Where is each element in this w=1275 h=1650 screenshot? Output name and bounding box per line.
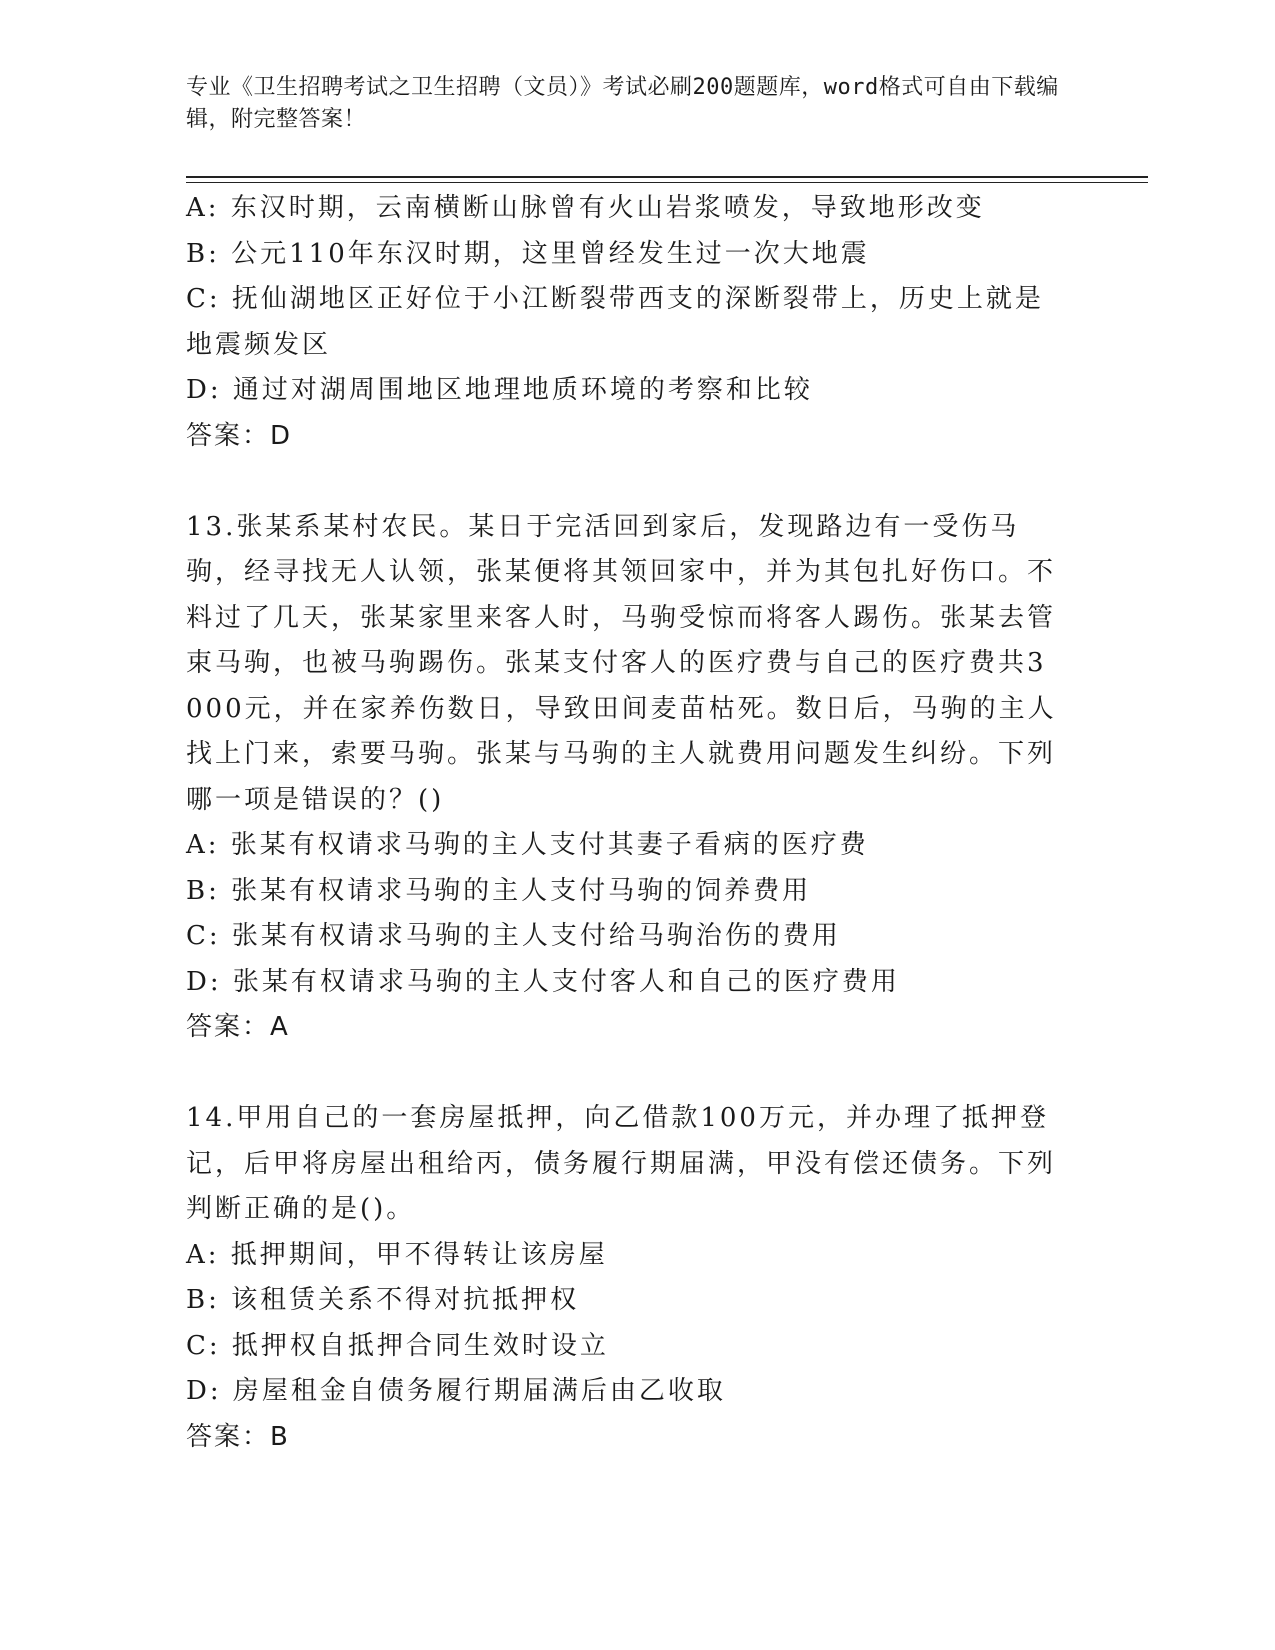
option-b: B: 张某有权请求马驹的主人支付马驹的饲养费用 bbox=[186, 875, 812, 906]
header-rule-thick bbox=[186, 176, 1148, 178]
option-a: A: 张某有权请求马驹的主人支付其妻子看病的医疗费 bbox=[186, 830, 869, 860]
answer-line: 答案：D bbox=[186, 420, 293, 451]
question-14 bbox=[186, 1096, 1066, 1460]
header-rule-thin bbox=[186, 182, 1148, 183]
question-13 bbox=[186, 505, 1066, 1051]
question-stem: 14.甲用自己的一套房屋抵押，向乙借款100万元，并办理了抵押登记，后甲将房屋出租给丙，债务履行期届满，甲没有偿还债务。下列判断正确的是()。 bbox=[186, 1103, 1057, 1224]
page-header: 专业《卫生招聘考试之卫生招聘（文员）》考试必刷200题题库，word格式可自由下载编辑，附完整答案！ bbox=[186, 75, 1059, 132]
question-12 bbox=[186, 186, 1066, 459]
option-a: A: 抵押期间，甲不得转让该房屋 bbox=[186, 1239, 608, 1270]
option-c: C: 张某有权请求马驹的主人支付给马驹治伤的费用 bbox=[186, 921, 841, 951]
answer-line: 答案：A bbox=[186, 1012, 290, 1042]
spacer bbox=[186, 459, 1066, 505]
option-a: A: 东汉时期，云南横断山脉曾有火山岩浆喷发，导致地形改变 bbox=[186, 193, 985, 223]
option-c: C: 抵押权自抵押合同生效时设立 bbox=[186, 1330, 609, 1361]
option-d: D: 通过对湖周围地区地理地质环境的考察和比较 bbox=[186, 375, 813, 405]
answer-line: 答案：B bbox=[186, 1421, 290, 1452]
option-d: D: 张某有权请求马驹的主人支付客人和自己的医疗费用 bbox=[186, 966, 900, 997]
question-stem: 13.张某系某村农民。某日于完活回到家后，发现路边有一受伤马驹，经寻找无人认领，张某便将其领回家中，并为其包扎好伤口。不料过了几天，张某家里来客人时，马驹受惊而将客人踢伤。张某去管束马驹，也被马驹踢伤。张某支付客人的医疗费与自己的医疗费共3000元，并在家养伤数日，导致田间麦苗枯死。数日后，马驹的主人找上门来，索要马驹。张某与马驹的主人就费用问题发生纠纷。下列哪一项是错误的？() bbox=[186, 511, 1057, 815]
option-b: B: 该租赁关系不得对抗抵押权 bbox=[186, 1285, 580, 1315]
option-c: C: 抚仙湖地区正好位于小江断裂带西支的深断裂带上，历史上就是地震频发区 bbox=[186, 284, 1044, 360]
spacer bbox=[186, 1051, 1066, 1097]
option-b: B: 公元110年东汉时期，这里曾经发生过一次大地震 bbox=[186, 238, 870, 269]
question-content bbox=[186, 186, 1066, 1460]
option-d: D: 房屋租金自债务履行期届满后由乙收取 bbox=[186, 1376, 726, 1406]
